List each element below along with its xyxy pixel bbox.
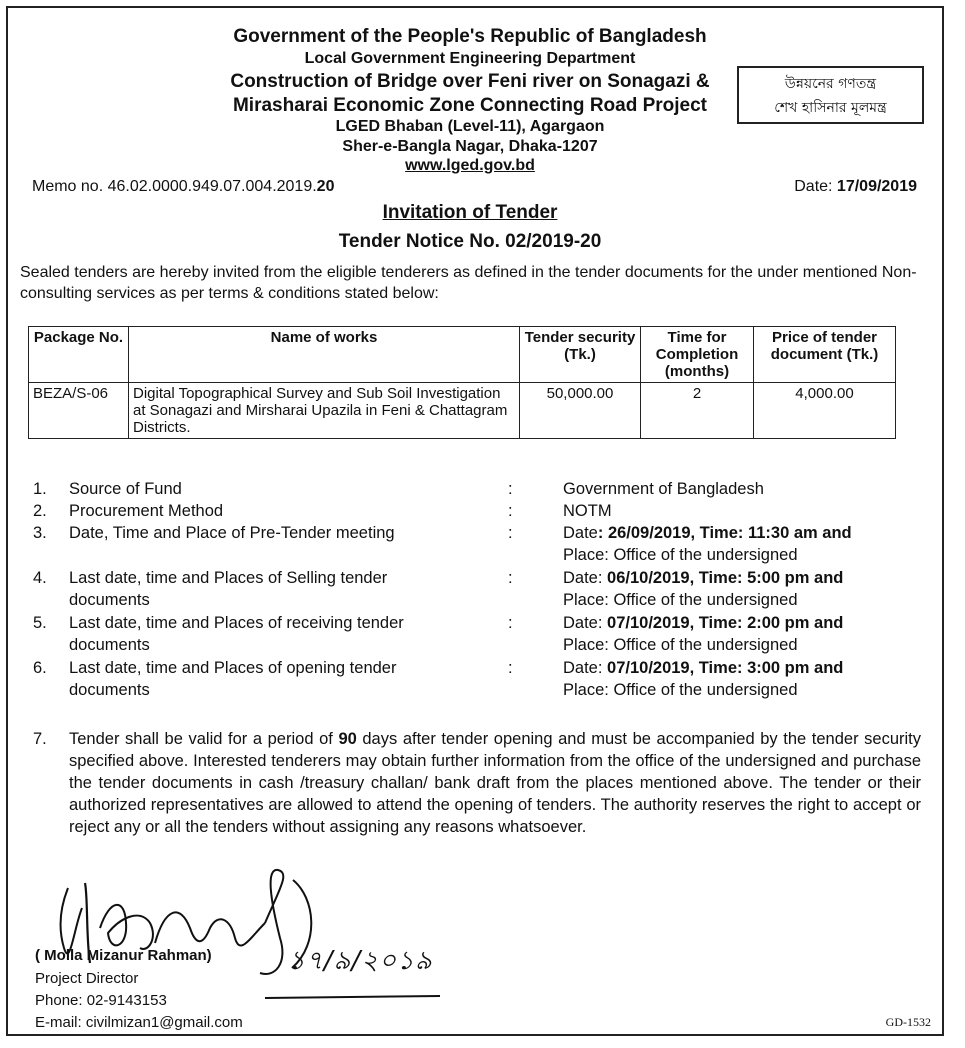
department-name: Local Government Engineering Department: [304, 50, 636, 67]
item-value: Government of Bangladesh: [563, 480, 764, 498]
validity-days: 90: [338, 730, 357, 748]
slogan-line-2: শেখ হাসিনার মূলমন্ত্র: [774, 100, 887, 116]
date-label: Date:: [794, 178, 837, 195]
item-colon: :: [508, 502, 513, 520]
signatory-name: ( Molla Mizanur Rahman): [35, 947, 212, 964]
item-value: NOTM: [563, 502, 612, 520]
item-label: Last date, time and Places of Selling tender: [69, 569, 388, 587]
handwritten-date: ১৭/৯/২০১৯: [288, 946, 433, 976]
cell-package: BEZA/S-06: [29, 383, 129, 439]
header-price: Price of tender document (Tk.): [754, 327, 896, 383]
header-time: Time for Completion (months): [641, 327, 754, 383]
item-number: 3.: [33, 524, 47, 542]
clause-7-number: 7.: [33, 730, 47, 748]
item-value-place: Place: Office of the undersigned: [563, 546, 798, 564]
value-prefix: Date:: [563, 659, 608, 677]
date-value: 17/09/2019: [836, 178, 917, 195]
item-label: Last date, time and Places of opening tender: [69, 659, 397, 677]
memo-suffix: 20: [316, 178, 335, 195]
item-colon: :: [508, 614, 513, 632]
item-value: [563, 612, 843, 634]
item-value-place: Place: Office of the undersigned: [563, 591, 798, 609]
item-value-place: Place: Office of the undersigned: [563, 636, 798, 654]
item-colon: :: [508, 480, 513, 498]
cell-time: 2: [641, 383, 754, 439]
item-value: [563, 657, 843, 679]
item-label-cont: documents: [69, 636, 150, 654]
address-line-1: LGED Bhaban (Level-11), Agargaon: [335, 118, 605, 135]
item-colon: :: [508, 524, 513, 542]
memo-date: [794, 178, 917, 196]
signatory-designation: Project Director: [35, 970, 139, 987]
cell-price: 4,000.00: [754, 383, 896, 439]
item-label-cont: documents: [69, 681, 150, 699]
header-package: Package No.: [29, 327, 129, 383]
clause-7-pre: Tender shall be valid for a period of: [69, 730, 339, 748]
slogan-line-1: উন্নয়নের গণতন্ত্র: [784, 76, 877, 92]
gd-code: GD-1532: [885, 1015, 931, 1029]
signatory-phone: Phone: 02-9143153: [35, 992, 167, 1009]
address-line-2: Sher-e-Bangla Nagar, Dhaka-1207: [342, 138, 598, 155]
tender-notice-number: Tender Notice No. 02/2019-20: [338, 231, 602, 252]
memo-label: Memo no. 46.02.0000.949.07.004.2019.: [32, 178, 317, 195]
item-number: 4.: [33, 569, 47, 587]
header-name: Name of works: [129, 327, 520, 383]
intro-paragraph: Sealed tenders are hereby invited from the eligible tenderers as defined in the tender documents for the under mentioned Non-consulting services as per terms & conditions stated below:: [20, 264, 917, 302]
memo-number: [32, 178, 334, 196]
project-title-line-1: Construction of Bridge over Feni river on Sonagazi &: [230, 71, 710, 92]
item-label: Last date, time and Places of receiving tender: [69, 614, 404, 632]
value-bold: : 26/09/2019, Time: 11:30 am and: [597, 524, 852, 542]
website-link[interactable]: www.lged.gov.bd: [405, 157, 535, 174]
item-label-cont: documents: [69, 591, 150, 609]
slogan-box: [737, 66, 924, 124]
cell-name: Digital Topographical Survey and Sub Soil Investigation at Sonagazi and Mirsharai Upazila in Feni & Chattagram Districts.: [129, 383, 520, 439]
item-label: Date, Time and Place of Pre-Tender meeting: [69, 524, 395, 542]
item-number: 5.: [33, 614, 47, 632]
value-prefix: Date: [563, 524, 598, 542]
item-value-place: Place: Office of the undersigned: [563, 681, 798, 699]
item-label: Procurement Method: [69, 502, 224, 520]
header-security: Tender security (Tk.): [520, 327, 641, 383]
item-number: 2.: [33, 502, 47, 520]
item-number: 6.: [33, 659, 47, 677]
item-number: 1.: [33, 480, 47, 498]
clause-7-post: days after tender opening and must be accompanied by the tender security specified above. Interested tenderers may obtain further information from the office of the undersigned and purchase the tender documents in cash /treasury challan/ bank draft from the places mentioned above. The tender or their authorized representatives are allowed to attend the opening of tenders. The authority reserves the right to accept or reject any or all the tenders without assigning any reasons whatsoever.: [69, 730, 922, 836]
value-prefix: Date:: [563, 614, 608, 632]
table-row: [29, 383, 896, 439]
value-bold: 06/10/2019, Time: 5:00 pm and: [607, 569, 844, 587]
value-bold: 07/10/2019, Time: 3:00 pm and: [607, 659, 844, 677]
item-colon: :: [508, 569, 513, 587]
item-label: Source of Fund: [69, 480, 182, 498]
works-table: [28, 326, 896, 439]
cell-security: 50,000.00: [520, 383, 641, 439]
item-colon: :: [508, 659, 513, 677]
document-title: Invitation of Tender: [382, 202, 558, 223]
table-header-row: [29, 327, 896, 383]
item-value: [563, 522, 852, 544]
item-value: [563, 567, 843, 589]
value-prefix: Date:: [563, 569, 608, 587]
government-name: Government of the People's Republic of Bangladesh: [233, 26, 707, 47]
clause-7-text: [69, 728, 921, 838]
project-title-line-2: Mirasharai Economic Zone Connecting Road Project: [232, 95, 708, 116]
value-bold: 07/10/2019, Time: 2:00 pm and: [607, 614, 844, 632]
signatory-email[interactable]: E-mail: civilmizan1@gmail.com: [35, 1014, 243, 1031]
